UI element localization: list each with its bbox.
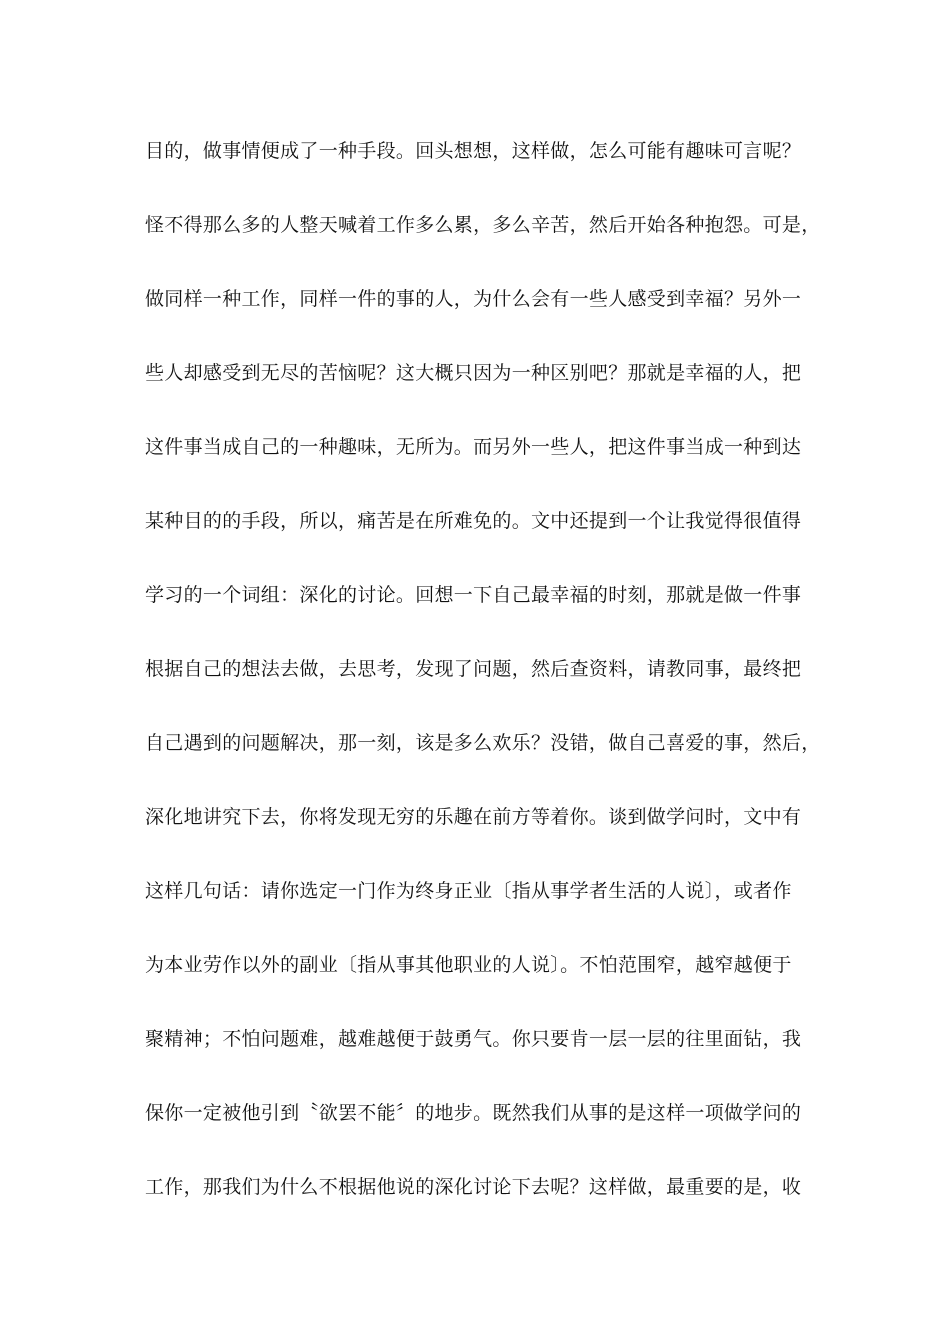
text-line-12: 为本业劳作以外的副业〔指从事其他职业的人说〕。不怕范围窄，越窄越便于: [145, 954, 792, 976]
text-line-2: 怪不得那么多的人整天喊着工作多么累，多么辛苦，然后开始各种抱怨。可是，: [145, 214, 821, 236]
body-text: [145, 133, 821, 1243]
text-line-5: 这件事当成自己的一种趣味，无所为。而另外一些人，把这件事当成一种到达: [145, 436, 802, 458]
text-line-11: 这样几句话：请你选定一门作为终身正业〔指从事学者生活的人说〕，或者作: [145, 880, 792, 902]
text-line-6: 某种目的的手段，所以，痛苦是在所难免的。文中还提到一个让我觉得很值得: [145, 510, 802, 532]
text-line-10: 深化地讲究下去，你将发现无穷的乐趣在前方等着你。谈到做学问时，文中有: [145, 806, 802, 828]
text-line-3: 做同样一种工作，同样一件的事的人，为什么会有一些人感受到幸福？另外一: [145, 288, 802, 310]
text-line-1: 目的，做事情便成了一种手段。回头想想，这样做，怎么可能有趣味可言呢？: [145, 140, 802, 162]
text-line-14: 保你一定被他引到〝欲罢不能〞的地步。既然我们从事的是这样一项做学问的: [145, 1102, 802, 1124]
text-line-8: 根据自己的想法去做，去思考，发现了问题，然后查资料，请教同事，最终把: [145, 658, 802, 680]
text-line-9: 自己遇到的问题解决，那一刻，该是多么欢乐？没错，做自己喜爱的事，然后，: [145, 732, 821, 754]
text-line-4: 些人却感受到无尽的苦恼呢？这大概只因为一种区别吧？那就是幸福的人，把: [145, 362, 802, 384]
text-line-15: 工作，那我们为什么不根据他说的深化讨论下去呢？这样做，最重要的是，收: [145, 1176, 802, 1198]
text-line-7: 学习的一个词组：深化的讨论。回想一下自己最幸福的时刻，那就是做一件事: [145, 584, 802, 606]
text-line-13: 聚精神；不怕问题难，越难越便于鼓勇气。你只要肯一层一层的往里面钻，我: [145, 1028, 802, 1050]
